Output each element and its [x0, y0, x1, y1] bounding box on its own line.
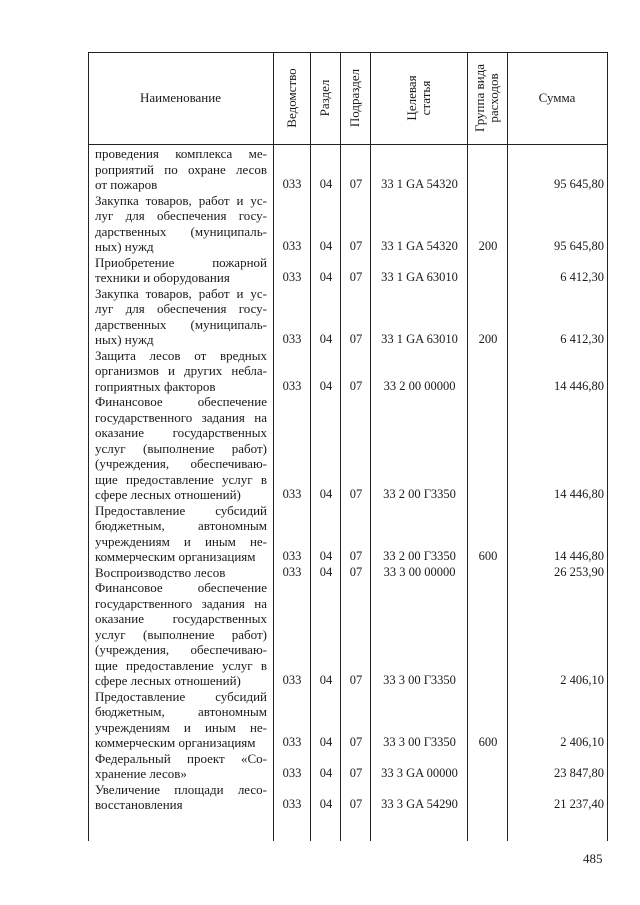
- row-name-line: бюджетным, автономным: [95, 704, 267, 719]
- header-celevaya-line2: статья: [417, 80, 433, 116]
- row-name-line: (учреждения, обеспечиваю-: [95, 642, 267, 657]
- row-name-line: щие предоставление услуг в: [95, 471, 267, 487]
- row-name-line: бюджетным, автономным: [95, 518, 267, 533]
- row-name-line: государственного задания на: [95, 595, 267, 611]
- row-celevaya: 33 3 00 00000: [383, 564, 456, 579]
- row-celevaya: 33 1 GA 63010: [381, 270, 458, 284]
- row-celevaya: 33 2 00 00000: [383, 378, 456, 393]
- row-summa: 14 446,80: [554, 487, 604, 501]
- row-celevaya: 33 1 GA 63010: [381, 332, 458, 346]
- header-celevaya-cell: [370, 52, 467, 144]
- row-vedomstvo: 033: [282, 797, 302, 811]
- row-celevaya: 33 3 00 Г3350: [383, 735, 456, 749]
- header-podrazdel-cell: [340, 52, 370, 144]
- row-gruppa: 200: [478, 239, 498, 253]
- row-podrazdel: 07: [349, 673, 363, 687]
- header-gruppa-line2: расходов: [486, 73, 501, 123]
- header-razdel-cell: [310, 52, 340, 144]
- page-number: 485: [583, 851, 603, 866]
- row-name-line: Финансовое обеспечение: [95, 580, 267, 595]
- row-vedomstvo: 033: [282, 549, 302, 563]
- row-name-line: дарственных (муниципаль-: [95, 316, 267, 332]
- table-row: [88, 255, 608, 286]
- row-name-line: Закупка товаров, работ и ус-: [95, 192, 267, 208]
- row-celevaya: 33 3 GA 00000: [381, 766, 458, 780]
- row-celevaya: 33 1 GA 54320: [381, 177, 458, 191]
- table-row: [88, 146, 608, 193]
- header-name: Наименование: [140, 90, 221, 105]
- row-name-line: Федеральный проект «Со-: [95, 750, 267, 766]
- row-celevaya: 33 3 00 Г3350: [383, 673, 456, 687]
- row-name-line: луг для обеспечения госу-: [95, 208, 267, 223]
- row-name-line: учреждениям и иным не-: [95, 719, 267, 735]
- row-name-line: оказание государственных: [95, 611, 267, 626]
- row-name-line: проведения комплекса ме-: [95, 146, 267, 161]
- row-razdel: 04: [319, 735, 333, 749]
- header-vedomstvo-cell: [273, 52, 310, 144]
- row-vedomstvo: 033: [282, 766, 302, 780]
- row-razdel: 04: [319, 549, 333, 563]
- row-razdel: 04: [319, 564, 333, 579]
- row-name-line: гоприятных факторов: [95, 378, 216, 394]
- header-vedomstvo: Ведомство: [283, 68, 299, 128]
- row-vedomstvo: 033: [282, 735, 302, 749]
- table-row: [88, 689, 608, 751]
- row-summa: 21 237,40: [554, 797, 604, 811]
- row-podrazdel: 07: [349, 332, 363, 346]
- row-gruppa: [468, 487, 508, 503]
- row-name-line: Приобретение пожарной: [95, 254, 267, 270]
- row-name-line: оказание государственных: [95, 425, 267, 440]
- row-name-line: роприятий по охране лесов: [95, 161, 267, 177]
- row-vedomstvo: 033: [282, 239, 302, 253]
- row-name-line: учреждениям и иным не-: [95, 533, 267, 549]
- row-podrazdel: 07: [349, 239, 363, 253]
- row-gruppa: [468, 673, 508, 689]
- row-summa: 26 253,90: [554, 564, 604, 579]
- row-gruppa: 600: [478, 549, 498, 563]
- row-razdel: 04: [319, 332, 333, 346]
- row-name-line: щие предоставление услуг в: [95, 657, 267, 673]
- row-summa: 6 412,30: [560, 332, 604, 346]
- row-vedomstvo: 033: [282, 487, 302, 501]
- row-vedomstvo: 033: [282, 564, 302, 579]
- row-vedomstvo: 033: [282, 378, 302, 393]
- row-summa: 23 847,80: [554, 766, 604, 780]
- row-name-line: услуг (выполнение работ): [95, 626, 267, 642]
- row-gruppa: [468, 565, 508, 581]
- table-row: [88, 580, 608, 689]
- row-name-line: Воспроизводство лесов: [95, 564, 226, 580]
- header-name-cell: [88, 52, 273, 144]
- header-celevaya: [405, 75, 433, 120]
- row-vedomstvo: 033: [282, 673, 302, 687]
- row-name-line: Закупка товаров, работ и ус-: [95, 285, 267, 301]
- row-name-line: Финансовое обеспечение: [95, 394, 267, 409]
- row-podrazdel: 07: [349, 487, 363, 501]
- row-name-line: коммерческим организациям: [95, 735, 256, 750]
- row-podrazdel: 07: [349, 177, 363, 191]
- row-vedomstvo: 033: [282, 332, 302, 346]
- row-name-line: сфере лесных отношений): [95, 487, 241, 502]
- header-razdel: Раздел: [317, 79, 332, 117]
- row-razdel: 04: [319, 378, 333, 393]
- table-row: [88, 751, 608, 782]
- row-celevaya: 33 2 00 Г3350: [383, 549, 456, 563]
- row-name-line: дарственных (муниципаль-: [95, 223, 267, 239]
- row-celevaya: 33 1 GA 54320: [381, 239, 458, 253]
- row-name-line: восстановления: [95, 797, 183, 812]
- header-celevaya-line1: Целевая: [403, 75, 419, 121]
- row-name-line: сфере лесных отношений): [95, 673, 241, 688]
- table-row: [88, 286, 608, 348]
- row-summa: 14 446,80: [554, 378, 604, 393]
- header-summa: Сумма: [538, 90, 576, 105]
- row-summa: 14 446,80: [554, 549, 604, 563]
- row-podrazdel: 07: [349, 766, 363, 780]
- header-gruppa-line1: Группа вида: [472, 64, 487, 132]
- row-podrazdel: 07: [349, 270, 363, 284]
- header-gruppa-cell: [467, 52, 507, 144]
- table-row: [88, 565, 608, 581]
- row-summa: 95 645,80: [554, 177, 604, 191]
- table-row: [88, 503, 608, 565]
- row-razdel: 04: [319, 797, 333, 811]
- row-name-line: Предоставление субсидий: [95, 502, 267, 518]
- row-podrazdel: 07: [349, 549, 363, 563]
- row-name-line: организмов и других небла-: [95, 363, 267, 378]
- row-summa: 2 406,10: [560, 735, 604, 749]
- row-summa: 2 406,10: [560, 673, 604, 687]
- row-celevaya: 33 3 GA 54290: [381, 797, 458, 811]
- row-razdel: 04: [319, 270, 333, 284]
- row-podrazdel: 07: [349, 378, 363, 393]
- row-gruppa: 200: [478, 332, 498, 346]
- row-razdel: 04: [319, 487, 333, 501]
- row-name-line: ных) нужд: [95, 239, 154, 254]
- table-row: [88, 193, 608, 255]
- header-podrazdel: Подраздел: [347, 68, 362, 128]
- row-vedomstvo: 033: [282, 270, 302, 284]
- row-name-line: ных) нужд: [95, 332, 154, 347]
- row-gruppa: [468, 379, 508, 395]
- row-name-line: луг для обеспечения госу-: [95, 301, 267, 316]
- row-name-line: услуг (выполнение работ): [95, 440, 267, 456]
- row-summa: 6 412,30: [560, 270, 604, 284]
- row-name-line: Предоставление субсидий: [95, 688, 267, 704]
- row-name-line: государственного задания на: [95, 409, 267, 425]
- row-podrazdel: 07: [349, 735, 363, 749]
- row-podrazdel: 07: [349, 797, 363, 811]
- table-row: [88, 348, 608, 395]
- row-name-line: от пожаров: [95, 177, 158, 192]
- row-gruppa: [468, 177, 508, 193]
- header-summa-cell: [507, 52, 607, 144]
- row-razdel: 04: [319, 673, 333, 687]
- row-gruppa: [468, 270, 508, 286]
- row-name-line: Защита лесов от вредных: [95, 347, 267, 363]
- row-celevaya: 33 2 00 Г3350: [383, 487, 456, 501]
- table-row: [88, 782, 608, 813]
- budget-table: [88, 52, 608, 841]
- header-gruppa: [473, 64, 501, 132]
- row-gruppa: [468, 797, 508, 813]
- row-podrazdel: 07: [349, 564, 363, 579]
- row-razdel: 04: [319, 239, 333, 253]
- row-summa: 95 645,80: [554, 239, 604, 253]
- table-row: [88, 394, 608, 503]
- row-gruppa: [468, 766, 508, 782]
- row-name-line: техники и оборудования: [95, 270, 230, 285]
- header-bottom-border: [88, 144, 608, 145]
- row-name-line: хранение лесов»: [95, 766, 187, 781]
- row-razdel: 04: [319, 177, 333, 191]
- row-name-line: (учреждения, обеспечиваю-: [95, 456, 267, 471]
- row-vedomstvo: 033: [282, 177, 302, 191]
- row-name-line: коммерческим организациям: [95, 549, 256, 564]
- row-gruppa: 600: [478, 735, 498, 749]
- row-razdel: 04: [319, 766, 333, 780]
- row-name-line: Увеличение площади лесо-: [95, 781, 267, 797]
